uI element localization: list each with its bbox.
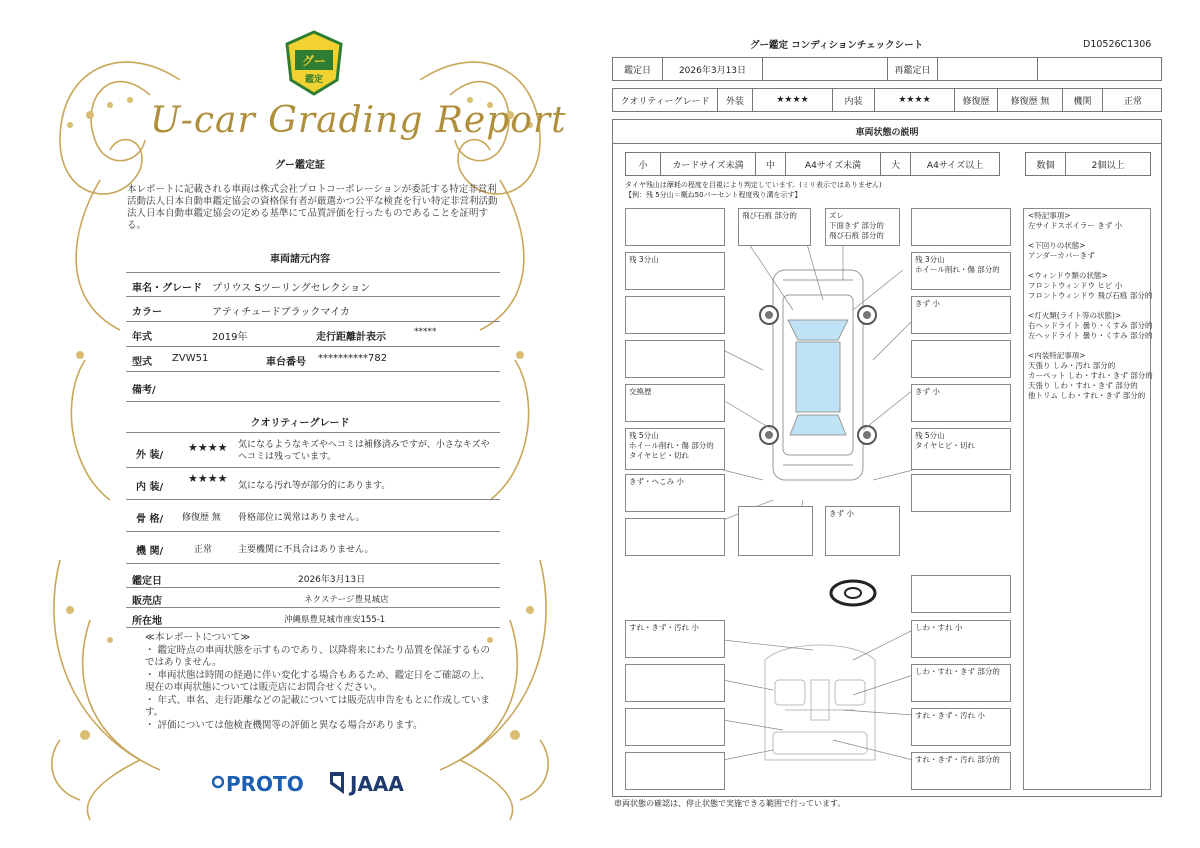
special-note-line: カーペット しわ・すれ・きず 部分的 — [1028, 371, 1153, 380]
spec-mileage-value: ***** — [414, 327, 437, 337]
special-note-line — [1028, 261, 1146, 271]
engine-status: 正常 — [194, 545, 213, 555]
exterior-stars: ★★★★ — [753, 89, 833, 111]
info-date-value: 2026年3月13日 — [298, 575, 366, 585]
special-note-line: <特記事項> — [1028, 211, 1071, 220]
annotation-interior-carpet — [625, 752, 725, 790]
legend-large-desc: A4サイズ以上 — [926, 160, 984, 171]
spec-model-label: 型式 — [132, 357, 152, 368]
special-note-line: アンダーカバーきず — [1028, 251, 1095, 260]
special-note-line: 左サイドスポイラー きず 小 — [1028, 221, 1123, 230]
annotation-right-door — [911, 340, 1011, 378]
annotation-interior-rear-seat: すれ・きず・汚れ 部分的 — [911, 752, 1011, 790]
repair-value: 修復歴 無 — [998, 89, 1063, 111]
info-address-label: 所在地 — [132, 616, 162, 627]
info-row-date — [126, 568, 500, 588]
interior-stars: ★★★★ — [188, 472, 228, 485]
engine-label: 機 関/ — [136, 546, 164, 557]
quality-row-exterior — [126, 432, 500, 468]
sheet-code: D10526C1306 — [1083, 39, 1152, 50]
grade-row — [612, 88, 1162, 112]
annotation-front-underside: ズレ 下面きず 部分的 飛び石痕 部分的 — [825, 208, 900, 246]
legend-large: 大 — [881, 153, 911, 175]
spec-year-label: 年式 — [132, 332, 152, 343]
annotation-rear-left: きず・へこみ 小 — [625, 474, 725, 512]
special-note-line: フロントウィンドウ 飛び石痕 部分的 — [1028, 291, 1153, 300]
steering-wheel-icon — [828, 578, 878, 608]
special-notes-panel — [1023, 208, 1151, 790]
annotation-interior-driver-seat: しわ・すれ・きず 部分的 — [911, 664, 1011, 702]
annotation-rear-right-tire: 残 5分山 タイヤヒビ・切れ — [911, 428, 1011, 470]
spec-row-model — [126, 347, 500, 372]
spec-notes-label: 備考/ — [132, 385, 156, 396]
spec-row-name — [126, 272, 500, 297]
info-shop-value: ネクステージ豊見城店 — [304, 595, 389, 605]
annotation-rear-left-tire: 残 5分山 ホイール削れ・傷 部分的 タイヤヒビ・切れ — [625, 428, 725, 470]
legend-several: 数個 — [1026, 153, 1066, 175]
annotation-interior-right-front: しわ・すれ 小 — [911, 620, 1011, 658]
count-legend — [1025, 152, 1151, 176]
about-item-4: ・ 評価については他検査機関等の評価と異なる場合があります。 — [145, 720, 423, 731]
info-shop-label: 販売店 — [132, 596, 162, 607]
quality-row-interior — [126, 468, 500, 500]
annotation-interior-console: すれ・きず・汚れ 小 — [911, 708, 1011, 746]
special-notes-list — [1028, 211, 1153, 401]
about-item-2: ・ 車両状態は時間の経過に伴い変化する場合もあるため、鑑定日をご確認の上、現在の車両状態については販売店にお問合せください。 — [145, 670, 490, 693]
special-note-line: <ウィンドウ類の状態> — [1028, 271, 1108, 280]
special-note-line — [1028, 301, 1146, 311]
quality-grade-label: クオリティーグレード — [613, 89, 718, 111]
size-legend — [625, 152, 1000, 176]
spec-color-value: アティチュードブラックマイカ — [212, 307, 350, 318]
special-note-line: 天張り しわ・すれ・きず 部分的 — [1028, 381, 1138, 390]
interior-desc: 気になる汚れ等が部分的にあります。 — [238, 481, 391, 491]
interior-stars: ★★★★ — [875, 89, 955, 111]
svg-text:鑑定: 鑑定 — [304, 75, 324, 85]
spec-mileage-label: 走行距離計表示 — [316, 332, 386, 343]
quality-section-title: クオリティーグレード — [250, 418, 350, 429]
special-note-line: <下回りの状態> — [1028, 241, 1086, 250]
spec-year-value: 2019年 — [212, 332, 248, 343]
special-note-line — [1028, 231, 1146, 241]
reappraisal-value — [938, 58, 1038, 80]
date-row — [612, 57, 1162, 81]
special-note-line — [1028, 341, 1146, 351]
sheet-title: グー鑑定 コンディションチェックシート — [750, 40, 924, 51]
annotation-interior-headliner: すれ・きず・汚れ 小 — [625, 620, 725, 658]
tire-example: 【例：残 5分山＝概ね50パーセント程度残り溝を示す】 — [625, 191, 802, 199]
annotation-interior-left-front — [625, 664, 725, 702]
annotation-front-left-box — [625, 208, 725, 246]
special-note-line: 左ヘッドライト 曇り・くすみ 部分的 — [1028, 331, 1153, 340]
goo-appraisal-badge — [283, 30, 345, 96]
legend-medium: 中 — [756, 153, 786, 175]
spec-name-label: 車名・グレード — [132, 283, 202, 294]
info-address-value: 沖縄県豊見城市座安155-1 — [284, 615, 386, 625]
annotation-interior-left-rear — [625, 708, 725, 746]
engine-desc: 主要機関に不具合はありません。 — [238, 545, 374, 555]
jaaa-logo-mark — [328, 770, 346, 796]
spec-name-value: プリウス Sツーリングセレクション — [212, 283, 371, 294]
legend-several-desc: 2個以上 — [1091, 160, 1125, 171]
legend-small: 小 — [626, 153, 661, 175]
annotation-front-right-tire: 残 3分山 ホイール削れ・傷 部分的 — [911, 252, 1011, 290]
spec-row-year — [126, 322, 500, 347]
frame-label: 骨 格/ — [136, 514, 164, 525]
spec-chassis-label: 車台番号 — [266, 357, 306, 368]
about-item-3: ・ 年式、車名、走行距離などの記載については販売店申告をもとに作成しています。 — [145, 695, 490, 718]
tire-note: タイヤ残山は摩耗の程度を目視により判定しています。(ミリ表示ではありません) — [625, 181, 882, 189]
annotation-rear-bumper: きず 小 — [825, 506, 900, 556]
footer-note: 車両状態の確認は、停止状態で実施できる範囲で行っています。 — [614, 799, 846, 808]
date-value: 2026年3月13日 — [663, 58, 763, 80]
frame-desc: 骨格部位に異常はありません。 — [238, 513, 365, 523]
exterior-stars: ★★★★ — [188, 441, 228, 454]
special-note-line: <内装特記事項> — [1028, 351, 1086, 360]
annotation-left-rear-door: 交換歴 — [625, 384, 725, 422]
annotation-rear-bottom-left — [625, 518, 725, 556]
annotation-steering — [911, 575, 1011, 613]
annotation-rear-right — [911, 474, 1011, 512]
annotation-front-left-tire: 残 3分山 — [625, 252, 725, 290]
proto-logo: PROTO — [226, 772, 304, 796]
spec-color-label: カラー — [132, 307, 162, 318]
engine-label: 機関 — [1063, 89, 1103, 111]
annotation-left-fender — [625, 296, 725, 334]
spec-row-color — [126, 297, 500, 322]
interior-callout-lines — [723, 620, 923, 780]
spec-model-value: ZVW51 — [172, 353, 209, 364]
exterior-desc: 気になるようなキズやヘコミは補修済みですが、小さなキズやヘコミは残っています。 — [238, 440, 490, 462]
legend-medium-desc: A4サイズ未満 — [786, 153, 881, 175]
interior-label: 内装 — [833, 89, 875, 111]
annotation-right-rear-door: きず 小 — [911, 384, 1011, 422]
condition-panel — [612, 119, 1162, 797]
annotation-front-bumper: 飛び石痕 部分的 — [738, 208, 811, 246]
repair-label: 修復歴 — [955, 89, 998, 111]
annotation-front-right-box — [911, 208, 1011, 246]
exterior-label: 外 装/ — [136, 450, 164, 461]
engine-value: 正常 — [1123, 96, 1142, 107]
spec-section-title: 車両諸元内容 — [270, 254, 330, 265]
annotation-rear-bumper-left — [738, 506, 813, 556]
reappraisal-label: 再鑑定日 — [888, 58, 938, 80]
proto-logo-mark — [212, 774, 224, 794]
quality-row-frame — [126, 500, 500, 532]
special-note-line: フロントウィンドウ ヒビ 小 — [1028, 281, 1123, 290]
frame-status: 修復歴 無 — [182, 513, 221, 523]
about-title: ≪本レポートについて≫ — [145, 632, 251, 643]
info-date-label: 鑑定日 — [132, 576, 162, 587]
condition-check-sheet — [600, 0, 1200, 848]
svg-text:グー: グー — [301, 54, 327, 68]
spec-row-notes — [126, 372, 500, 402]
report-heading: U-car Grading Report — [150, 100, 567, 141]
reappraisal-blank — [1038, 58, 1163, 80]
certificate-title: グー鑑定証 — [275, 160, 325, 171]
date-label: 鑑定日 — [613, 58, 663, 80]
jaaa-logo: JAAA — [350, 772, 404, 796]
exterior-label: 外装 — [718, 89, 753, 111]
legend-small-desc: カードサイズ未満 — [661, 153, 756, 175]
info-row-address — [126, 608, 500, 628]
annotation-right-fender: きず 小 — [911, 296, 1011, 334]
certificate-intro: 本レポートに記載される車両は株式会社プロトコーポレーションが委託する特定非営利活動法人日本自動車鑑定協会の資格保有者が厳選かつ公平な検査を行い特定非営利活動法人日本自動車鑑定協会の定める基準にて品質評価を行ったものであることを証明する。 — [127, 184, 498, 231]
special-note-line: 他トリム しわ・すれ・きず 部分的 — [1028, 391, 1146, 400]
condition-title: 車両状態の説明 — [613, 120, 1161, 144]
date-blank — [763, 58, 888, 80]
special-note-line: 天張り しみ・汚れ 部分的 — [1028, 361, 1116, 370]
quality-row-engine — [126, 532, 500, 564]
annotation-left-door — [625, 340, 725, 378]
about-item-1: ・ 鑑定時点の車両状態を示すものであり、以降将来にわたり品質を保証するものではありません。 — [145, 645, 491, 668]
spec-chassis-value: **********782 — [318, 353, 388, 364]
info-row-shop — [126, 588, 500, 608]
special-note-line: 右ヘッドライト 曇り・くすみ 部分的 — [1028, 321, 1153, 330]
special-note-line: <灯火類(ライト等の状態)> — [1028, 311, 1122, 320]
interior-label: 内 装/ — [136, 482, 164, 493]
